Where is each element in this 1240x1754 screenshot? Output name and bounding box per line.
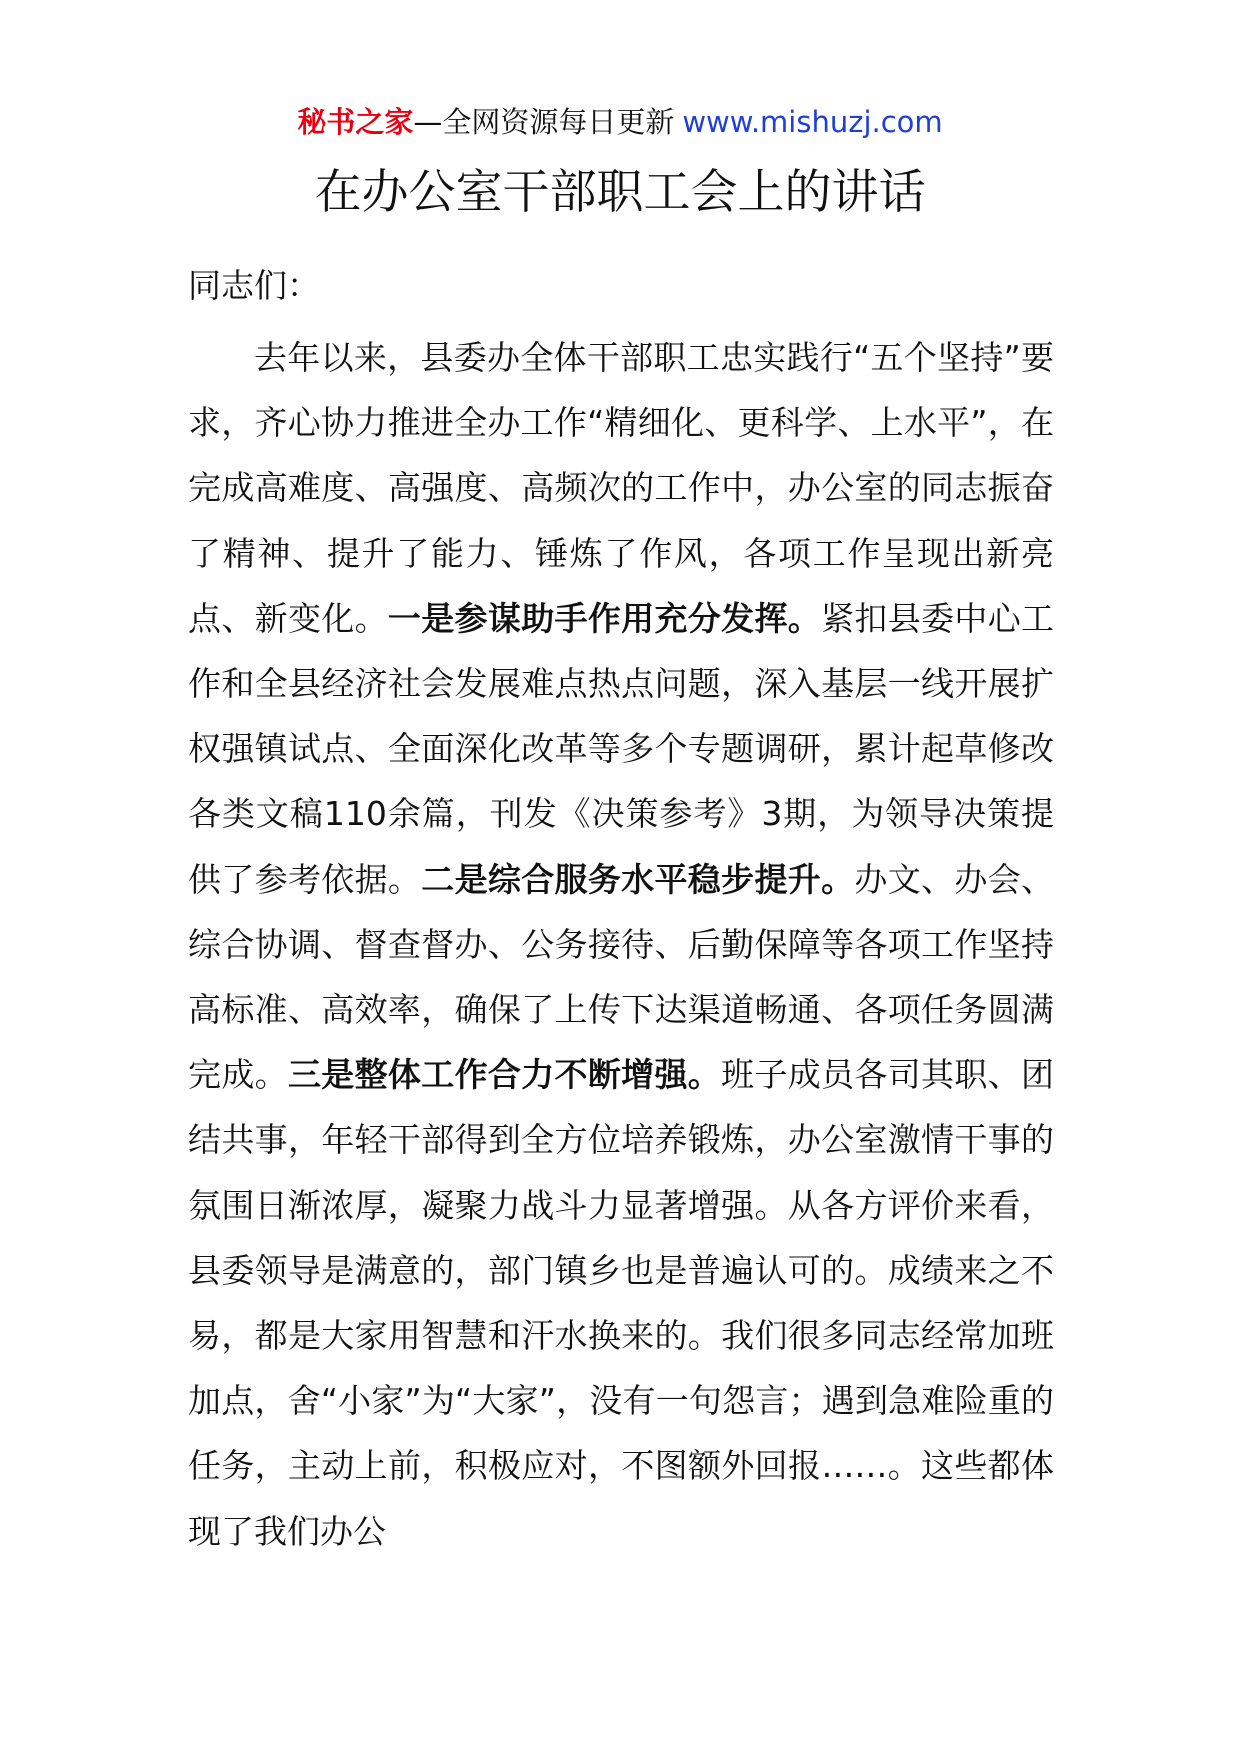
paragraph-text: 紧扣县委中心工作和全县经济社会发展难点热点问题，深入基层一线开展扩权强镇试点、全面深化改革等多个专题调研，累计起草修改各类文稿110余篇，刊发《决策参考》3期，为领导决策提供了参考依据。	[188, 598, 1055, 899]
point-heading-1: 一是参谋助手作用充分发挥。	[387, 598, 822, 638]
paragraph-text: 办文、办会、综合协调、督查督办、公务接待、后勤保障等各项工作坚持高标准、高效率，确保了上传下达渠道畅通、各项任务圆满完成。	[188, 859, 1055, 1095]
site-url-link[interactable]: www.mishuzj.com	[682, 105, 943, 139]
body-paragraph	[188, 325, 1054, 1564]
brand-name: 秘书之家	[297, 105, 414, 139]
site-banner	[0, 102, 1240, 142]
point-heading-2: 二是综合服务水平稳步提升。	[421, 859, 855, 899]
banner-tagline: —全网资源每日更新	[413, 105, 675, 139]
paragraph-text: 班子成员各司其职、团结共事，年轻干部得到全方位培养锻炼，办公室激情干事的氛围日渐浓厚，凝聚力战斗力显著增强。从各方评价来看，县委领导是满意的，部门镇乡也是普遍认可的。成绩来之不易，都是大家用智慧和汗水换来的。我们很多同志经常加班加点，舍“小家”为“大家”，没有一句怨言；遇到急难险重的任务，主动上前，积极应对，不图额外回报……。这些都体现了我们办公	[188, 1055, 1055, 1551]
paragraph-text: 去年以来，县委办全体干部职工忠实践行“五个坚持”要求，齐心协力推进全办工作“精细化、更科学、上水平”，在完成高难度、高强度、高频次的工作中，办公室的同志振奋了精神、提升了能力、锤炼了作风，各项工作呈现出新亮点、新变化。	[188, 338, 1054, 638]
point-heading-3: 三是整体工作合力不断增强。	[287, 1055, 722, 1095]
document-title: 在办公室干部职工会上的讲话	[314, 165, 926, 220]
greeting: 同志们：	[188, 266, 320, 305]
